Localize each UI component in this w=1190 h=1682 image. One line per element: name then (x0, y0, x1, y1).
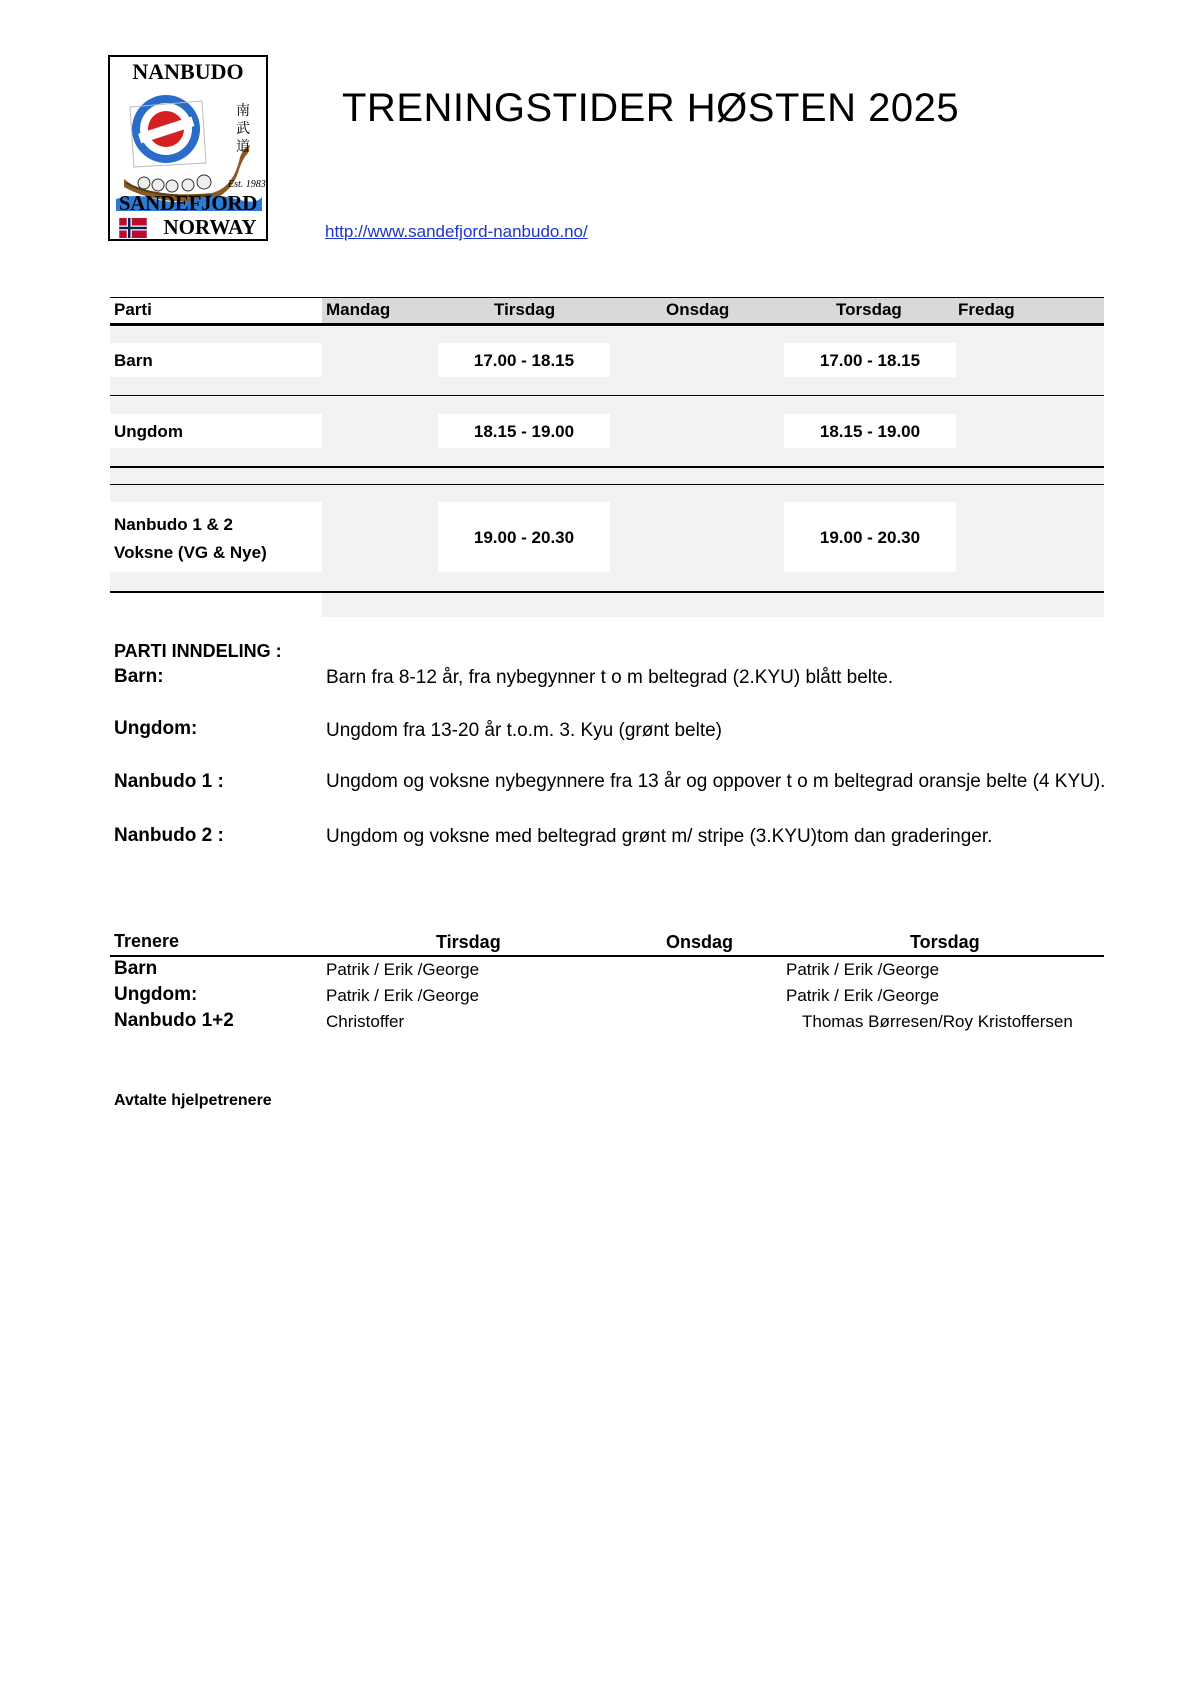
row-label-barn: Barn (114, 351, 153, 370)
logo-text-top: NANBUDO (132, 59, 244, 84)
svg-text:南: 南 (236, 103, 250, 119)
trenere-ungdom-tirsdag: Patrik / Erik /George (326, 986, 480, 1005)
logo-year: Est. 1983 (228, 179, 266, 190)
header-mandag: Mandag (326, 300, 391, 319)
time-barn-torsdag: 17.00 - 18.15 (819, 351, 921, 370)
website-link[interactable]: http://www.sandefjord-nanbudo.no/ (325, 222, 588, 241)
trenere-row-label-barn: Barn (114, 958, 158, 979)
inndeling-text-nanbudo1: Ungdom og voksne nybegynnere fra 13 år og oppover t o m beltegrad oransje belte (4 KYU). (326, 771, 1106, 792)
inndeling-title: PARTI INNDELING : (114, 641, 282, 661)
time-nanbudo-tirsdag: 19.00 - 20.30 (473, 528, 575, 547)
svg-text:武: 武 (236, 121, 250, 137)
inndeling-label-ungdom: Ungdom: (114, 718, 198, 739)
header-onsdag: Onsdag (666, 300, 730, 319)
inndeling-label-nanbudo1: Nanbudo 1 : (114, 771, 224, 792)
svg-text:道: 道 (236, 139, 250, 155)
schedule-top-rule (110, 297, 1104, 298)
header-parti: Parti (114, 300, 152, 319)
time-ungdom-tirsdag: 18.15 - 19.00 (473, 422, 575, 441)
logo-text-middle: SANDEFJORD (118, 191, 258, 215)
trenere-nanbudo-tirsdag: Christoffer (326, 1012, 405, 1031)
row-label-ungdom: Ungdom (114, 422, 183, 441)
inndeling-text-nanbudo2: Ungdom og voksne med beltegrad grønt m/ stripe (3.KYU)tom dan graderinger. (326, 826, 993, 847)
inndeling-text-barn: Barn fra 8-12 år, fra nybegynner t o m beltegrad (2.KYU) blått belte. (326, 667, 894, 688)
schedule-spacer-row (110, 468, 1104, 484)
trenere-header-label: Trenere (114, 931, 180, 951)
footer-note: Avtalte hjelpetrenere (114, 1092, 272, 1109)
inndeling-label-nanbudo2: Nanbudo 2 : (114, 825, 224, 846)
logo-norway-row (110, 217, 266, 239)
time-barn-tirsdag: 17.00 - 18.15 (473, 351, 575, 370)
trenere-row-label-nanbudo: Nanbudo 1+2 (114, 1010, 234, 1031)
trenere-barn-torsdag: Patrik / Erik /George (786, 960, 940, 979)
trenere-header-onsdag: Onsdag (666, 932, 734, 952)
schedule-header-rule (110, 323, 1104, 326)
row-divider (110, 395, 1104, 396)
header-fredag: Fredag (958, 300, 1015, 319)
row-label-nanbudo-line1: Nanbudo 1 & 2 (114, 515, 234, 534)
trenere-ungdom-torsdag: Patrik / Erik /George (786, 986, 940, 1005)
trenere-header-rule (110, 955, 1104, 957)
trenere-row-label-ungdom: Ungdom: (114, 984, 198, 1005)
inndeling-text-ungdom: Ungdom fra 13-20 år t.o.m. 3. Kyu (grønt belte) (326, 720, 723, 741)
header-tirsdag: Tirsdag (494, 300, 556, 319)
time-ungdom-torsdag: 18.15 - 19.00 (819, 422, 921, 441)
club-logo (108, 55, 268, 241)
header-torsdag: Torsdag (836, 300, 902, 319)
trenere-header-torsdag: Torsdag (910, 932, 980, 952)
trenere-header-tirsdag: Tirsdag (436, 932, 501, 952)
trenere-barn-tirsdag: Patrik / Erik /George (326, 960, 480, 979)
time-nanbudo-torsdag: 19.00 - 20.30 (819, 528, 921, 547)
row-label-nanbudo-line2: Voksne (VG & Nye) (114, 543, 267, 562)
norway-flag-icon (112, 218, 154, 238)
page-title: TRENINGSTIDER HØSTEN 2025 (342, 86, 960, 130)
schedule-footer-band (322, 593, 1104, 617)
inndeling-label-barn: Barn: (114, 666, 164, 687)
trenere-nanbudo-torsdag: Thomas Børresen/Roy Kristoffersen (802, 1012, 1073, 1031)
logo-text-bottom: NORWAY (163, 215, 257, 239)
